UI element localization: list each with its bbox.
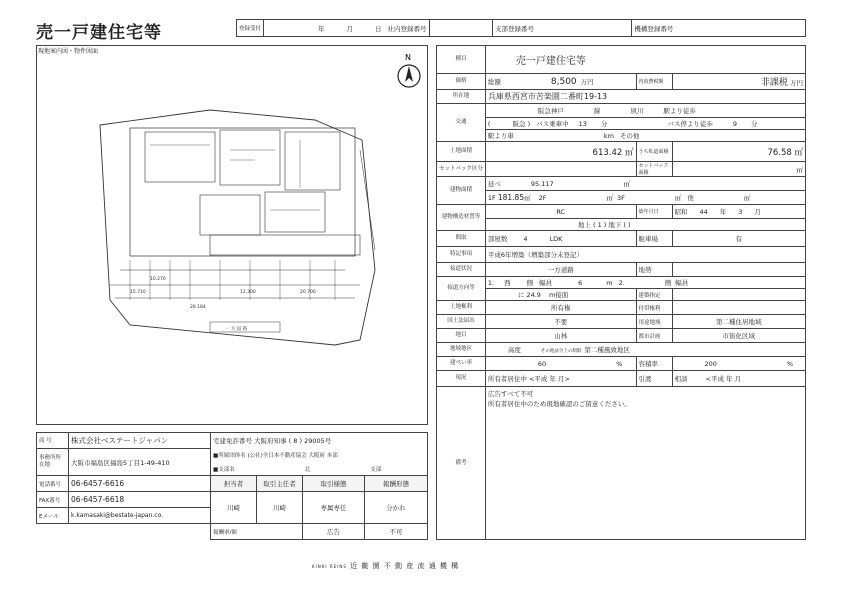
structure-label: 建物構造材質等 bbox=[437, 205, 486, 231]
zoning: 第二種住居地域 bbox=[672, 315, 806, 329]
email-label: Eメール bbox=[37, 508, 69, 524]
location: 兵庫県西宮市苦楽園二番町19-13 bbox=[485, 90, 805, 104]
road-dir-label: 接道方向等 bbox=[437, 277, 486, 301]
agent-table bbox=[36, 432, 428, 540]
terrain-label: 地勢 bbox=[636, 263, 672, 277]
car-access: 駅より車 km その他 bbox=[485, 130, 805, 142]
page-title: 売一戸建住宅等 bbox=[36, 23, 162, 43]
parking: 有 bbox=[672, 231, 806, 247]
city-plan-label: 都市計画 bbox=[636, 329, 672, 343]
location-label: 所在地 bbox=[437, 90, 486, 104]
ad-label: 広告 bbox=[303, 524, 365, 540]
svg-text:N: N bbox=[405, 53, 411, 62]
company-name: 株式会社ベステートジャパン bbox=[69, 433, 211, 449]
tax-label: 内消費税額 bbox=[636, 74, 672, 90]
bus: ( 阪急 ) バス乗車中 13 分 バス停より徒歩 9 分 bbox=[485, 118, 805, 130]
train-line: 阪急神戸 線 夙川 駅より徒歩 bbox=[485, 104, 805, 118]
commission-label: 報酬率/額 bbox=[211, 524, 303, 540]
office-address: 大阪市福島区福島5丁目1-49-410 bbox=[69, 448, 211, 475]
svg-text:28.184: 28.184 bbox=[190, 305, 206, 310]
tax: 非課税 万円 bbox=[672, 74, 806, 90]
rights-label: 土地権利 bbox=[437, 301, 486, 315]
staff-header-1: 担当者 bbox=[211, 476, 257, 492]
status: 所有者居住中 <平成 年 月> bbox=[485, 371, 636, 387]
rooms: 部屋数 4 LDK bbox=[485, 231, 636, 247]
association: ■所属団体名 (公社)全日本不動産協会 大阪府 本部 bbox=[211, 448, 428, 462]
remarks: 平成6年増築（増築部分未登記） bbox=[485, 247, 805, 263]
svg-text:一 方 道 路: 一 方 道 路 bbox=[225, 327, 248, 332]
private-road: 76.58 ㎡ bbox=[672, 142, 806, 162]
staff-header-2: 取引主任者 bbox=[257, 476, 303, 492]
bcr: 60 % bbox=[485, 357, 636, 371]
staff-header-4: 報酬形態 bbox=[365, 476, 428, 492]
map-label: 現地案内図・物件図面 bbox=[38, 48, 99, 55]
reg-date: 年 月 日 社内登録番号 bbox=[264, 20, 430, 37]
road-status: 一方道路 bbox=[485, 263, 636, 277]
floors: 地上 ( 1 ) 地下 ( ) bbox=[485, 219, 805, 231]
registration-header bbox=[236, 19, 806, 37]
restrictions: 高度 その他法令上の制限 第二種風致地区 bbox=[485, 343, 805, 357]
property-type: 売一戸建住宅等 bbox=[485, 46, 805, 74]
price-label: 価格 bbox=[437, 74, 486, 90]
notes: 広告すべて不可 所有者居住中のため現地確認のご留意ください。 bbox=[485, 387, 805, 540]
structure: RC bbox=[485, 205, 636, 219]
zoning-label: 用途地域 bbox=[636, 315, 672, 329]
svg-text:20.700: 20.700 bbox=[300, 290, 316, 295]
type-label: 種目 bbox=[437, 46, 486, 74]
north-arrow-icon bbox=[396, 52, 422, 90]
built-label: 築年月日 bbox=[636, 205, 672, 219]
tel-label: 電話番号 bbox=[37, 476, 69, 492]
city-plan: 市街化区域 bbox=[672, 329, 806, 343]
staff-value-1: 川崎 bbox=[211, 492, 257, 524]
setback-label: セットバック区分 bbox=[437, 162, 486, 177]
floor-areas: 1F 181.85㎡ 2F ㎡ 3F ㎡ 他 ㎡ bbox=[485, 191, 805, 205]
setback-area-label: セットバック面積 bbox=[636, 162, 672, 177]
footer: KINKI REINS 近 畿 圏 不 動 産 流 通 機 構 bbox=[312, 562, 460, 570]
building-label: 建物面積 bbox=[437, 177, 486, 205]
far: 200 % bbox=[672, 357, 806, 371]
ad-value: 不可 bbox=[365, 524, 428, 540]
svg-text:15.710: 15.710 bbox=[130, 290, 146, 295]
parking-label: 駐車場 bbox=[636, 231, 672, 247]
frontage: に 24.9 m接面 bbox=[485, 289, 636, 301]
floor-plan bbox=[90, 100, 380, 350]
staff-value-4: 分かれ bbox=[365, 492, 428, 524]
attached-label: 付帯権利 bbox=[636, 301, 672, 315]
tel-number[interactable]: 06-6457-6616 bbox=[69, 476, 211, 492]
private-road-label: うち私道面積 bbox=[636, 142, 672, 162]
staff-value-3: 専属専任 bbox=[303, 492, 365, 524]
build-cond-label: 建築指定 bbox=[636, 289, 672, 301]
rights: 所有権 bbox=[485, 301, 636, 315]
svg-text:12.300: 12.300 bbox=[240, 290, 256, 295]
far-label: 容積率 bbox=[636, 357, 672, 371]
total-floor: 延べ 95.117 ㎡ bbox=[485, 177, 805, 191]
road-1: 1. 西 側 幅員 6 m 2. 側 幅員 bbox=[485, 277, 805, 289]
property-table bbox=[436, 45, 806, 540]
fax-label: FAX番号 bbox=[37, 492, 69, 508]
staff-value-2: 川崎 bbox=[257, 492, 303, 524]
built-date: 昭和 44 年 3 月 bbox=[672, 205, 806, 219]
category: 山林 bbox=[485, 329, 636, 343]
setback-area: ㎡ bbox=[672, 162, 806, 177]
notes-label: 備考 bbox=[437, 387, 486, 540]
national: 不要 bbox=[485, 315, 636, 329]
restrict-label: 地域地区 bbox=[437, 343, 486, 357]
reg-label: 登録受付 bbox=[237, 20, 264, 37]
handover: 相談 <平成 年 月 bbox=[672, 371, 806, 387]
land-area: 613.42 ㎡ bbox=[485, 142, 636, 162]
member-branch: ■支部名 北 支部 bbox=[211, 462, 428, 476]
national-label: 国土法届出 bbox=[437, 315, 486, 329]
bcr-label: 建ぺい率 bbox=[437, 357, 486, 371]
email-address[interactable]: k.kamasaki@bestate-japan.co. bbox=[69, 508, 211, 524]
traffic-label: 交通 bbox=[437, 104, 486, 142]
license: 宅建免許番号 大阪府知事 ( 8 ) 29005号 bbox=[211, 433, 428, 449]
office-label: 事務所所在地 bbox=[37, 448, 69, 475]
price: 総額 8,500 万円 bbox=[485, 74, 636, 90]
org-no: 機構登録番号 bbox=[632, 20, 806, 37]
road-status-label: 接道状況 bbox=[437, 263, 486, 277]
company-label: 商 号 bbox=[37, 433, 69, 449]
fax-number: 06-6457-6618 bbox=[69, 492, 211, 508]
branch-no: 支部登録番号 bbox=[493, 20, 632, 37]
handover-label: 引渡 bbox=[636, 371, 672, 387]
category-label: 地目 bbox=[437, 329, 486, 343]
svg-text:10.270: 10.270 bbox=[150, 277, 166, 282]
remarks-label: 特記事項 bbox=[437, 247, 486, 263]
rooms-label: 間取 bbox=[437, 231, 486, 247]
status-label: 現況 bbox=[437, 371, 486, 387]
staff-header-3: 取引様態 bbox=[303, 476, 365, 492]
land-label: 土地面積 bbox=[437, 142, 486, 162]
